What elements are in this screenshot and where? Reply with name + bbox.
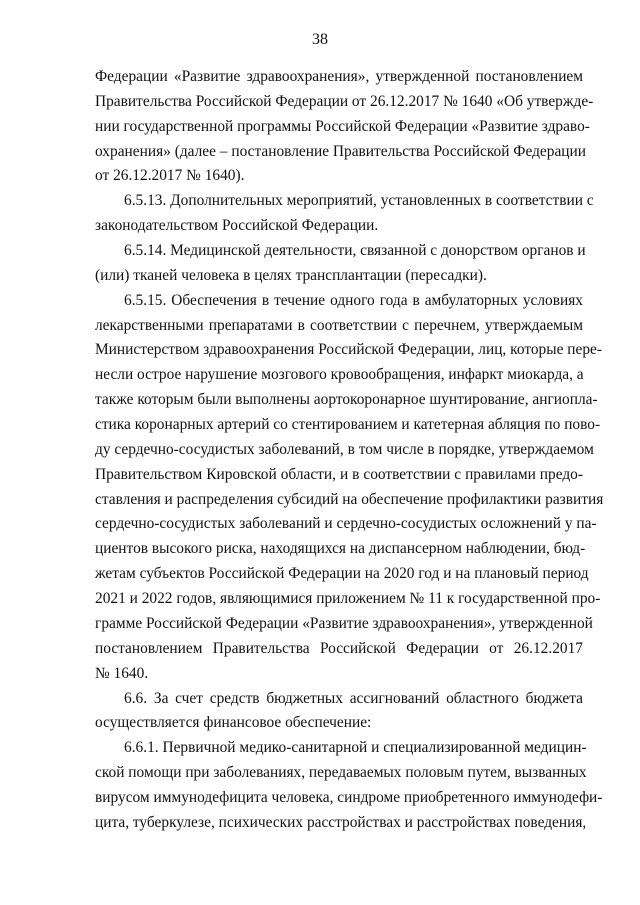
text-line: нии государственной программы Российской Федерации «Развитие здраво- [95,118,590,135]
text-line: № 1640. [95,665,149,682]
text-line: ставления и распределения субсидий на обеспечение профилактики развития [95,491,604,508]
clause-6-6: 6.6. За счет средств бюджетных ассигнований областного бюджета [124,690,583,707]
clause-6-5-14: 6.5.14. Медицинской деятельности, связанной с донорством органов и [124,242,586,259]
text-line: грамме Российской Федерации «Развитие здравоохранения», утвержденной [95,615,593,632]
clause-6-5-13: 6.5.13. Дополнительных мероприятий, установленных в соответствии с [124,192,594,209]
text-line: лекарственными препаратами в соответствии с перечнем, утверждаемым [95,317,583,334]
text-line: Министерством здравоохранения Российской Федерации, лиц, которые пере- [95,341,602,358]
text-line: циентов высокого риска, находящихся на диспансерном наблюдении, бюд- [95,540,586,557]
text-line: ду сердечно-сосудистых заболеваний, в том числе в порядке, утверждаемом [95,441,594,458]
text-line: постановлением Правительства Российской Федерации от 26.12.2017 [95,640,583,657]
text-line: законодательством Российской Федерации. [95,217,379,234]
clause-6-6-1: 6.6.1. Первичной медико-санитарной и специализированной медицин- [124,739,587,756]
text-line: Федерации «Развитие здравоохранения», утвержденной постановлением [95,68,583,85]
text-line: также которым были выполнены аортокоронарное шунтирование, ангиопла- [95,391,598,408]
text-line: охранения» (далее – постановление Правительства Российской Федерации [95,143,586,160]
text-line: жетам субъектов Российской Федерации на 2020 год и на плановый период [95,565,589,582]
clause-6-5-15: 6.5.15. Обеспечения в течение одного года в амбулаторных условиях [124,292,583,309]
text-line: несли острое нарушение мозгового кровообращения, инфаркт миокарда, а [95,366,584,383]
text-line: сердечно-сосудистых заболеваний и сердечно-сосудистых осложнений у па- [95,515,597,532]
text-line: (или) тканей человека в целях трансплантации (пересадки). [95,267,487,284]
text-line: Правительством Кировской области, и в соответствии с правилами предо- [95,466,583,483]
text-line: Правительства Российской Федерации от 26.12.2017 № 1640 «Об утвержде- [95,93,594,110]
text-line: стика коронарных артерий со стентированием и катетерная абляция по пово- [95,416,601,433]
text-line: от 26.12.2017 № 1640). [95,167,245,184]
text-line: 2021 и 2022 годов, являющимися приложением № 11 к государственной про- [95,590,601,607]
page-number: 38 [312,31,328,48]
text-line: цита, туберкулезе, психических расстройствах и расстройствах поведения, [95,814,587,831]
text-line: ской помощи при заболеваниях, передаваемых половым путем, вызванных [95,764,587,781]
text-line: вирусом иммунодефицита человека, синдроме приобретенного иммунодефи- [95,789,603,806]
text-line: осуществляется финансовое обеспечение: [95,714,372,731]
